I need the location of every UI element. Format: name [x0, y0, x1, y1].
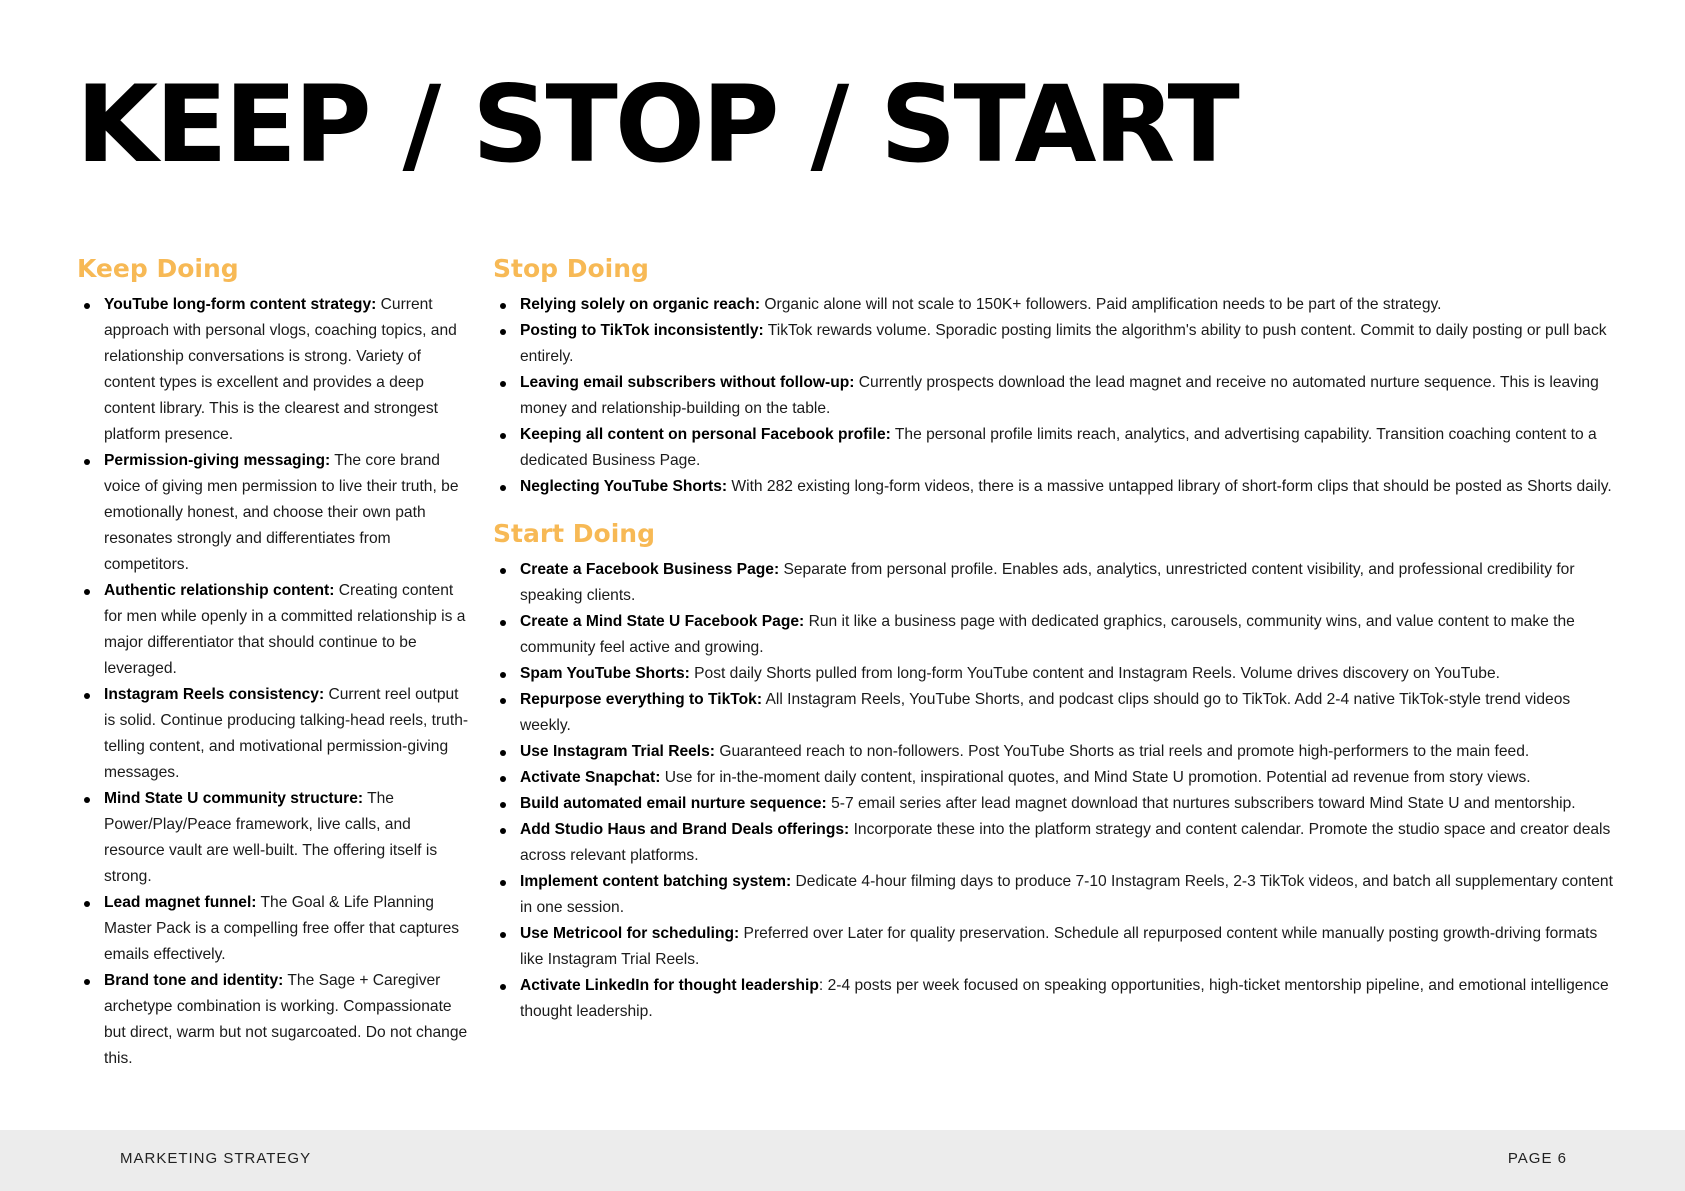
list-item	[520, 661, 1623, 687]
list-item	[104, 682, 472, 786]
list-item	[520, 869, 1623, 921]
list-item	[520, 609, 1623, 661]
list-item	[520, 973, 1623, 1025]
list-item-title: Keeping all content on personal Facebook profile:	[520, 426, 891, 443]
list-item-text: Post daily Shorts pulled from long-form YouTube content and Instagram Reels. Volume drives discovery on YouTube.	[689, 665, 1500, 682]
list-item-text: Incorporate these into the platform strategy and content calendar. Promote the studio space and creator deals across relevant platforms.	[520, 821, 1611, 864]
list-item	[520, 687, 1623, 739]
stop-doing-section	[493, 255, 1623, 500]
list-item	[104, 292, 472, 448]
list-item-title: YouTube long-form content strategy:	[104, 296, 377, 313]
footer-page-number: PAGE 6	[1507, 1150, 1567, 1167]
list-item-title: Use Instagram Trial Reels:	[520, 743, 716, 760]
list-item	[520, 921, 1623, 973]
list-item	[520, 817, 1623, 869]
list-item-text: Creating content for men while openly in a committed relationship is a major differentiator that should continue to be leveraged.	[104, 582, 466, 677]
stop-start-column	[493, 255, 1623, 1025]
stop-doing-heading: Stop Doing	[493, 254, 649, 283]
list-item-title: Leaving email subscribers without follow-up:	[520, 374, 855, 391]
list-item-title: Add Studio Haus and Brand Deals offerings:	[520, 821, 850, 838]
list-item-title: Create a Mind State U Facebook Page:	[520, 613, 805, 630]
list-item-title: Posting to TikTok inconsistently:	[520, 322, 764, 339]
list-item-text: Current reel output is solid. Continue producing talking-head reels, truth-telling content, and motivational permission-giving messages.	[104, 686, 469, 781]
list-item	[520, 739, 1623, 765]
list-item	[104, 578, 472, 682]
page-title: KEEP / STOP / START	[76, 63, 1237, 186]
list-item	[520, 318, 1623, 370]
list-item-title: Implement content batching system:	[520, 873, 792, 890]
list-item-text: The core brand voice of giving men permission to live their truth, be emotionally honest, and choose their own path resonates strongly and differentiates from competitors.	[104, 452, 459, 573]
start-doing-list	[493, 557, 1623, 1025]
list-item-text: The Goal & Life Planning Master Pack is a compelling free offer that captures emails effectively.	[104, 894, 460, 963]
keep-doing-list	[77, 292, 472, 1072]
list-item-title: Lead magnet funnel:	[104, 894, 257, 911]
list-item-title: Activate Snapchat:	[520, 769, 661, 786]
list-item	[520, 370, 1623, 422]
list-item	[104, 890, 472, 968]
list-item-text: Guaranteed reach to non-followers. Post YouTube Shorts as trial reels and promote high-performers to the main feed.	[715, 743, 1530, 760]
list-item	[520, 765, 1623, 791]
list-item-text: The Sage + Caregiver archetype combination is working. Compassionate but direct, warm but not sugarcoated. Do not change this.	[104, 972, 468, 1067]
footer-document-label: MARKETING STRATEGY	[120, 1150, 312, 1167]
list-item-title: Build automated email nurture sequence:	[520, 795, 827, 812]
list-item-text: With 282 existing long-form videos, there is a massive untapped library of short-form clips that should be posted as Shorts daily.	[727, 478, 1612, 495]
list-item-title: Activate LinkedIn for thought leadership	[520, 977, 819, 994]
keep-doing-heading: Keep Doing	[77, 254, 239, 283]
list-item-title: Instagram Reels consistency:	[104, 686, 325, 703]
stop-doing-list	[493, 292, 1623, 500]
list-item-title: Relying solely on organic reach:	[520, 296, 761, 313]
list-item-text: Preferred over Later for quality preservation. Schedule all repurposed content while manually posting growth-driving formats like Instagram Trial Reels.	[520, 925, 1598, 968]
list-item-title: Permission-giving messaging:	[104, 452, 331, 469]
keep-doing-section	[77, 255, 472, 1072]
list-item-text: Separate from personal profile. Enables ads, analytics, unrestricted content visibility, and professional credibility for speaking clients.	[520, 561, 1575, 604]
list-item-text: Currently prospects download the lead magnet and receive no automated nurture sequence. This is leaving money and relationship-building on the table.	[520, 374, 1599, 417]
list-item	[520, 791, 1623, 817]
list-item-title: Authentic relationship content:	[104, 582, 335, 599]
list-item-text: Current approach with personal vlogs, coaching topics, and relationship conversations is strong. Variety of content types is excellent and provides a deep content library. This is the clearest and strongest platform presence.	[104, 296, 457, 443]
list-item-title: Mind State U community structure:	[104, 790, 364, 807]
list-item	[104, 448, 472, 578]
list-item-text: : 2-4 posts per week focused on speaking opportunities, high-ticket mentorship pipeline, and emotional intelligence thought leadership.	[520, 977, 1609, 1020]
list-item	[520, 292, 1623, 318]
list-item-text: All Instagram Reels, YouTube Shorts, and podcast clips should go to TikTok. Add 2-4 native TikTok-style trend videos weekly.	[520, 691, 1571, 734]
page-footer	[0, 1130, 1685, 1191]
list-item-text: Organic alone will not scale to 150K+ followers. Paid amplification needs to be part of the strategy.	[760, 296, 1442, 313]
start-doing-heading: Start Doing	[493, 519, 655, 548]
list-item-title: Neglecting YouTube Shorts:	[520, 478, 728, 495]
list-item	[520, 474, 1623, 500]
list-item	[104, 968, 472, 1072]
start-doing-section	[493, 520, 1623, 1025]
list-item-text: Run it like a business page with dedicated graphics, carousels, community wins, and value content to make the community feel active and growing.	[520, 613, 1575, 656]
list-item	[520, 422, 1623, 474]
list-item-title: Use Metricool for scheduling:	[520, 925, 740, 942]
list-item-text: Use for in-the-moment daily content, inspirational quotes, and Mind State U promotion. Potential ad revenue from story views.	[660, 769, 1531, 786]
list-item-text: Dedicate 4-hour filming days to produce 7-10 Instagram Reels, 2-3 TikTok videos, and batch all supplementary content in one session.	[520, 873, 1613, 916]
list-item	[520, 557, 1623, 609]
list-item-text: 5-7 email series after lead magnet download that nurtures subscribers toward Mind State U and mentorship.	[826, 795, 1576, 812]
list-item-title: Brand tone and identity:	[104, 972, 284, 989]
list-item	[104, 786, 472, 890]
list-item-text: The Power/Play/Peace framework, live calls, and resource vault are well-built. The offering itself is strong.	[104, 790, 438, 885]
list-item-title: Repurpose everything to TikTok:	[520, 691, 763, 708]
list-item-text: TikTok rewards volume. Sporadic posting limits the algorithm's ability to push content. Commit to daily posting or pull back entirely.	[520, 322, 1607, 365]
list-item-title: Spam YouTube Shorts:	[520, 665, 690, 682]
list-item-title: Create a Facebook Business Page:	[520, 561, 780, 578]
list-item-text: The personal profile limits reach, analytics, and advertising capability. Transition coaching content to a dedicated Business Page.	[520, 426, 1597, 469]
